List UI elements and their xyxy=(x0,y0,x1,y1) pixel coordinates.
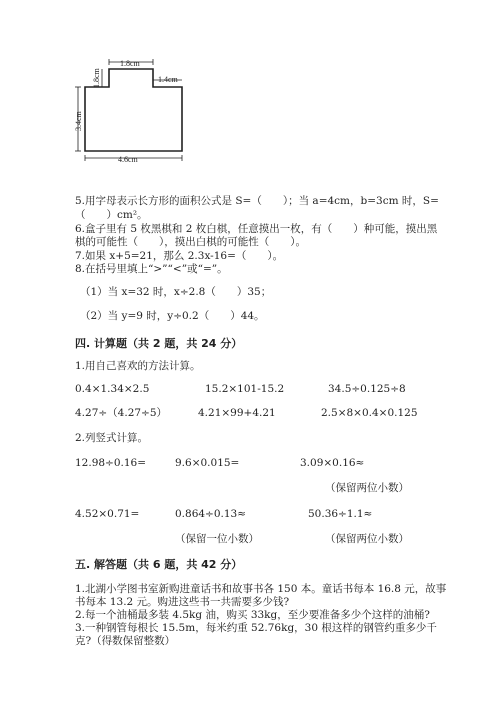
problem-8-part2: （2）当 y=9 时，y÷0.2（ ）44。 xyxy=(80,310,265,322)
dim-label-left-small: 1.8cm xyxy=(92,68,101,88)
rounding-note: （保留两位小数） xyxy=(325,533,409,545)
problem-6-line1: 6.盒子里有 5 枚黑棋和 2 枚白棋，任意摸出一枚，有（ ）种可能，摸出黑 xyxy=(75,223,438,235)
vertical-calc-item: 4.52×0.71= xyxy=(75,508,140,520)
calc-item: 4.27÷（4.27÷5） xyxy=(75,407,168,419)
calc-item: 0.4×1.34×2.5 xyxy=(75,383,150,395)
calc-question-1: 1.用自己喜欢的方法计算。 xyxy=(75,360,201,372)
calc-question-2: 2.列竖式计算。 xyxy=(75,432,149,444)
word-problem-line: 克?（得数保留整数） xyxy=(75,635,176,647)
problem-8: 8.在括号里填上“>”“<”或“=”。 xyxy=(75,263,228,275)
dim-label-height: 3.4cm xyxy=(74,111,83,131)
rounding-note: （保留一位小数） xyxy=(175,533,259,545)
vertical-calc-item: 3.09×0.16≈ xyxy=(300,457,365,469)
word-problem-line: 2.每一个油桶最多装 4.5kg 油，购买 33kg，至少要准备多少个这样的油桶? xyxy=(75,609,430,621)
rounding-note: （保留两位小数） xyxy=(325,482,409,494)
calc-item: 4.21×99+4.21 xyxy=(198,407,276,419)
section-5-title: 五. 解答题（共 6 题，共 42 分） xyxy=(75,558,243,571)
calc-item: 34.5÷0.125÷8 xyxy=(328,383,406,395)
word-problem-line: 书每本 13.2 元。购进这些书一共需要多少钱? xyxy=(75,596,290,608)
problem-5-line1: 5.用字母表示长方形的面积公式是 S=（ ）；当 a=4cm，b=3cm 时，S= xyxy=(75,195,439,207)
problem-7: 7.如果 x+5=21，那么 2.3x-16=（ ）。 xyxy=(75,250,284,262)
vertical-calc-item: 50.36÷1.1≈ xyxy=(308,508,373,520)
composite-shape-figure xyxy=(0,0,500,175)
vertical-calc-item: 0.864÷0.13≈ xyxy=(175,508,247,520)
dim-label-top: 1.8cm xyxy=(120,59,140,68)
word-problem-line: 3.一种钢管每根长 15.5m，每米约重 52.76kg，30 根这样的钢管约重多少千 xyxy=(75,622,437,634)
vertical-calc-item: 9.6×0.015= xyxy=(175,457,240,469)
problem-6-line2: 棋的可能性（ ），摸出白棋的可能性（ ）。 xyxy=(75,236,306,248)
word-problem-line: 1.北湖小学图书室新购进童话书和故事书各 150 本。童话书每本 16.8 元，故事 xyxy=(75,583,447,595)
dim-label-right-small: 1.4cm xyxy=(158,75,178,84)
vertical-calc-item: 12.98÷0.16= xyxy=(75,457,147,469)
calc-item: 2.5×8×0.4×0.125 xyxy=(321,407,418,419)
section-4-title: 四. 计算题（共 2 题，共 24 分） xyxy=(75,337,243,350)
problem-5-line2: （ ）cm²。 xyxy=(75,209,148,221)
problem-8-part1: （1）当 x=32 时，x÷2.8（ ）35； xyxy=(80,286,272,298)
calc-item: 15.2×101-15.2 xyxy=(205,383,285,395)
dim-label-width: 4.6cm xyxy=(118,155,138,164)
